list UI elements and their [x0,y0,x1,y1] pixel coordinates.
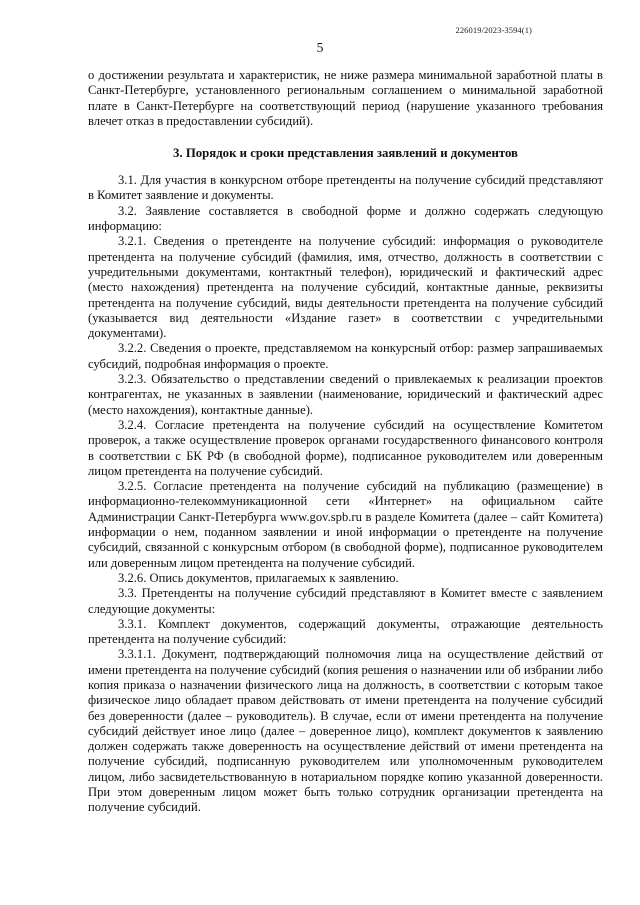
document-body [88,68,603,816]
paragraph-continuation: о достижении результата и характеристик, не ниже размера минимальной заработной платы в Санкт-Петербурге, установленного региональным соглашением о минимальной заработной плате в Санкт-Петербурге на соответствующий период (нарушение указанного требования влечет отказ в предоставлении субсидий). [88,68,603,128]
paragraph-3-3: 3.3. Претенденты на получение субсидий представляют в Комитет вместе с заявлением следующие документы: [88,586,603,616]
paragraph-3-3-1-1: 3.3.1.1. Документ, подтверждающий полномочия лица на осуществление действий от имени претендента на получение субсидий (копия решения о назначении или об избрании либо копия приказа о назначении физического лица на должность, в соответствии с которым такое физическое лицо обладает правом действовать от имени претендента на получение субсидий без доверенности (далее – руководитель). В случае, если от имени претендента на получение субсидий действует иное лицо (далее – доверенное лицо), комплект документов к заявлению должен содержать также доверенность на осуществление действий от имени претендента на получение субсидий, подписанную руководителем или уполномоченным руководителем лицом, либо засвидетельствованную в нотариальном порядке копию указанной доверенности. При этом доверенным лицом может быть только сотрудник организации претендента на получение субсидий. [88,647,603,815]
paragraph-3-2-2: 3.2.2. Сведения о проекте, представляемом на конкурсный отбор: размер запрашиваемых субсидий, подробная информация о проекте. [88,341,603,371]
section-title: 3. Порядок и сроки представления заявлений и документов [173,146,518,161]
paragraph-3-3-1: 3.3.1. Комплект документов, содержащий документы, отражающие деятельность претендента на получение субсидий: [88,616,603,647]
paragraph-3-2: 3.2. Заявление составляется в свободной форме и должно содержать следующую информацию: [88,203,603,234]
paragraph-3-2-3: 3.2.3. Обязательство о представлении сведений о привлекаемых к реализации проектов контрагентах, не указанных в заявлении (наименование, юридический и фактический адрес (место нахождения), контактные данные). [88,372,603,417]
paragraph-3-2-6: 3.2.6. Опись документов, прилагаемых к заявлению. [118,570,399,585]
paragraph-3-2-4: 3.2.4. Согласие претендента на получение субсидий на осуществление Комитетом проверок, а также осуществление проверок органами государственного финансового контроля в соответствии с БК РФ (в свободной форме), подписанное руководителем или доверенным лицом претендента на получение субсидий. [88,417,603,478]
paragraph-3-1: 3.1. Для участия в конкурсном отборе претенденты на получение субсидий представляют в Комитет заявление и документы. [88,173,603,203]
page-number: 5 [316,40,324,55]
document-registration-number: 226019/2023-3594(1) [455,25,532,35]
paragraph-3-2-1: 3.2.1. Сведения о претенденте на получение субсидий: информация о руководителе претендента на получение субсидий (фамилия, имя, отчество, должность в соответствии с учредительными документами, контактный телефон), юридический и фактический адрес (место нахождения) претендента на получение субсидий, контактные данные, реквизиты претендента на получение субсидий, виды деятельности претендента на получение субсидий (указывается вид деятельности «Издание газет» в соответствии с учредительными документами). [88,234,603,341]
paragraph-3-2-5: 3.2.5. Согласие претендента на получение субсидий на публикацию (размещение) в информационно-телекоммуникационной сети «Интернет» на официальном сайте Администрации Санкт-Петербурга www.gov.spb.ru в разделе Комитета (далее – сайт Комитета) информации о нем, поданном заявлении и иной информации о претенденте на получение субсидий, связанной с конкурсным отбором (в свободной форме), подписанное руководителем или доверенным лицом претендента на получение субсидий. [88,479,603,570]
